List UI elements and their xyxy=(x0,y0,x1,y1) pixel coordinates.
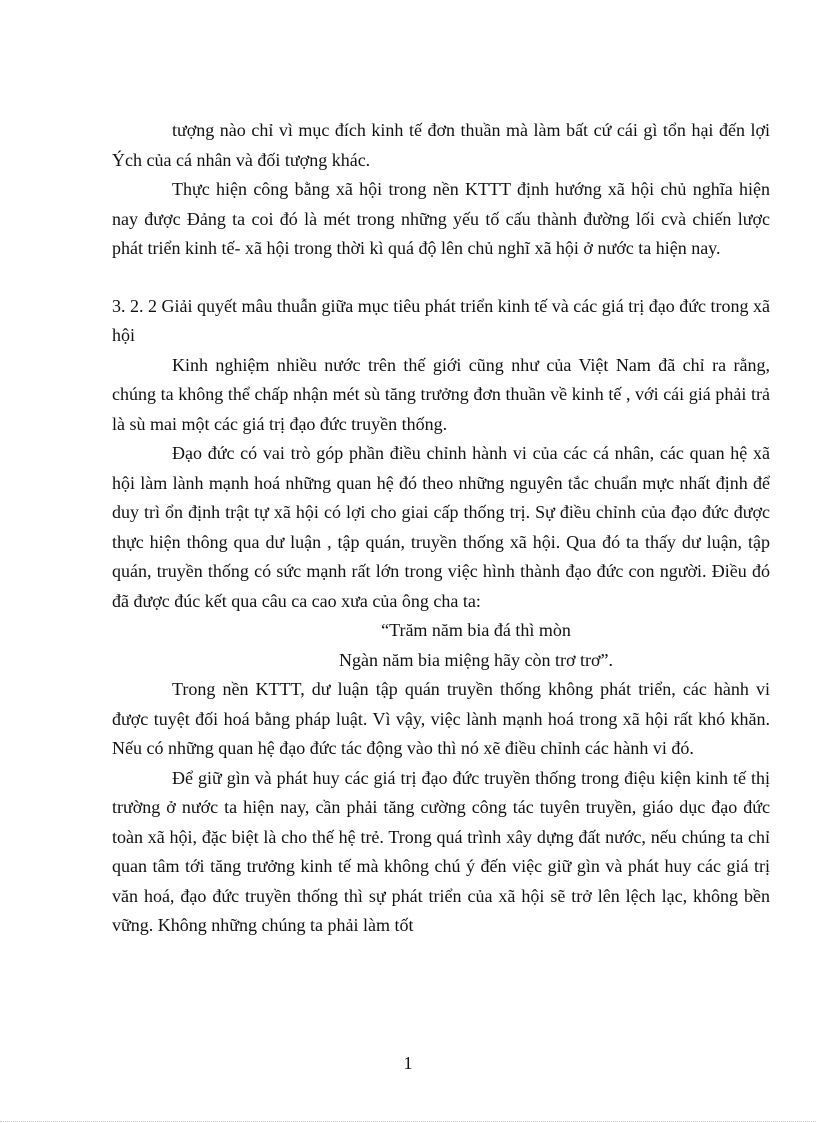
paragraph-experience: Kinh nghiệm nhiều nước trên thế giới cũng như của Việt Nam đã chỉ ra rằng, chúng ta không thể chấp nhận mét sù tăng trưởng đơn thuần về kinh tế , với cái giá phải trả là sù mai một các giá trị đạo đức truyền thống. xyxy=(112,354,770,434)
paragraph-preserve-values: Để giữ gìn và phát huy các giá trị đạo đức truyền thống trong điệu kiện kinh tế thị trường ở nước ta hiện nay, cần phải tăng cường công tác tuyên truyền, giáo dục đạo đức toàn xã hội, đặc biệt là cho thế hệ trẻ. Trong quá trình xây dựng đất nước, nếu chúng ta chỉ quan tâm tới tăng trưởng kinh tế mà không chú ý đến việc giữ gìn và phát huy các giá trị văn hoá, đạo đức truyền thống thì sự phát triển của xã hội sẽ trở lên lệch lạc, không bền vững. Không những chúng ta phải làm tốt xyxy=(112,767,770,935)
section-heading: 3. 2. 2 Giải quyết mâu thuẫn giữa mục tiêu phát triển kinh tế và các giá trị đạo đức trong xã hội xyxy=(112,295,770,345)
paragraph-social-equity: Thực hiện công bằng xã hội trong nền KTTT định hướng xã hội chủ nghĩa hiện nay được Đảng ta coi đó là mét trong những yếu tố cấu thành đường lối cvà chiến lược phát triển kinh tế- xã hội trong thời kì quá độ lên chủ nghĩ xã hội ở nước ta hiện nay. xyxy=(112,179,770,258)
poem-line-1: “Trăm năm bia đá thì mòn xyxy=(381,620,571,640)
paragraph-market-economy: Trong nền KTTT, dư luận tập quán truyền thống không phát triển, các hành vi được tuyệt đối hoá bằng pháp luật. Vì vậy, việc lành mạnh hoá trong xã hội rất khó khăn. Nếu có những quan hệ đạo đức tác động vào thì nó xẽ điều chỉnh các hành vi đó. xyxy=(112,679,770,758)
page-body xyxy=(112,116,770,941)
poem-quote xyxy=(112,616,770,675)
paragraph-ethics-role: Đạo đức có vai trò góp phần điều chỉnh hành vi của các cá nhân, các quan hệ xã hội làm lành mạnh hoá những quan hệ đó theo những nguyên tắc chuẩn mực nhất định để duy trì ổn định trật tự xã hội có lợi cho giai cấp thống trị. Sự điều chỉnh của đạo đức được thực hiện thông qua dư luận , tập quán, truyền thống xã hội. Qua đó ta thấy dư luận, tập quán, truyền thống có sức mạnh rất lớn trong việc hình thành đạo đức con người. Điều đó đã được đúc kết qua câu ca cao xưa của ông cha ta: xyxy=(112,443,770,611)
poem-line-2: Ngàn năm bia miệng hãy còn trơ trơ”. xyxy=(339,649,613,670)
page-bottom-divider xyxy=(0,1121,816,1122)
page-number: 1 xyxy=(403,1053,413,1073)
paragraph-continuation: tượng nào chỉ vì mục đích kinh tế đơn thuần mà làm bất cứ cái gì tổn hại đến lợi Ých của cá nhân và đối tượng khác. xyxy=(112,120,770,170)
